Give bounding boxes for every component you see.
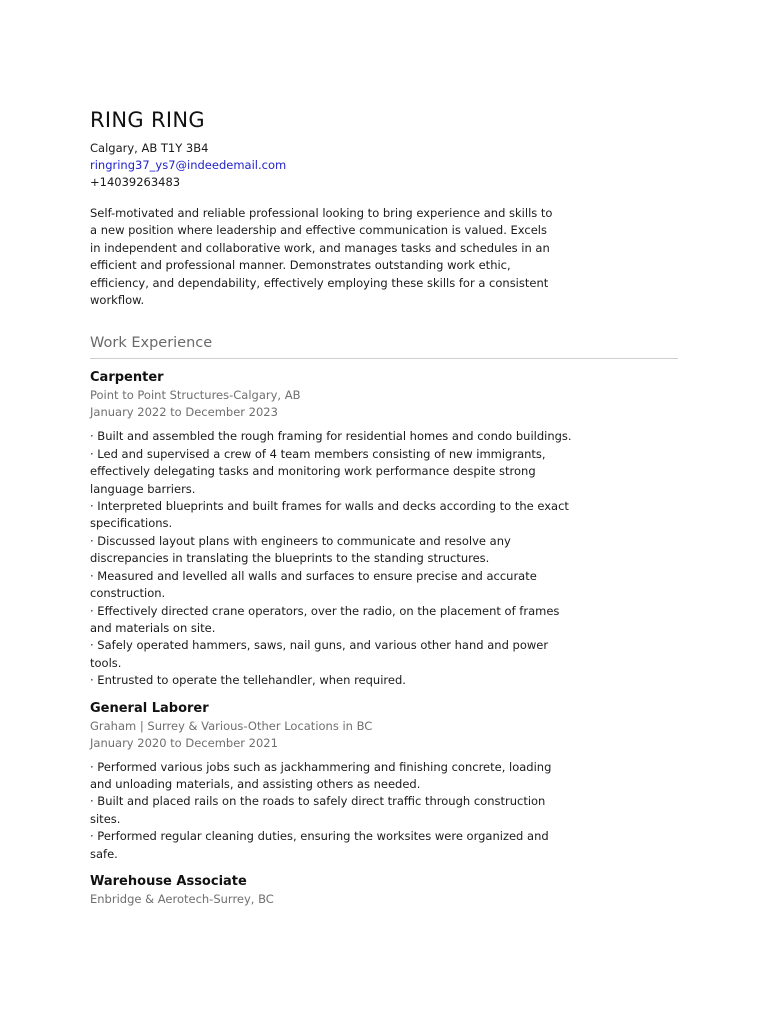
job-bullet: · Led and supervised a crew of 4 team members consisting of new immigrants, effectively delegating tasks and monitoring work performance despite strong language barriers. — [90, 446, 546, 496]
job-company: Enbridge & Aerotech-Surrey, BC — [90, 891, 274, 906]
job-entry — [90, 369, 678, 689]
job-company: Point to Point Structures-Calgary, AB — [90, 388, 301, 403]
summary-paragraph: Self-motivated and reliable professional looking to bring experience and skills to a new position where leadership and effective communication is valued. Excels in independent and collaborative work, and manages tasks and schedules in an efficient and professional manner. Demonstrates outstanding work ethic, efficiency, and dependability, effectively employing these skills for a consistent workflow. — [90, 206, 553, 308]
job-company: Graham | Surrey & Various-Other Locations in BC — [90, 718, 373, 733]
job-bullets — [90, 428, 572, 689]
candidate-name: RING RING — [90, 108, 205, 132]
job-bullets — [90, 759, 572, 863]
job-entry — [90, 873, 678, 908]
job-title: Warehouse Associate — [90, 873, 247, 889]
job-bullet: · Built and placed rails on the roads to safely direct traffic through construction sites. — [90, 794, 546, 826]
resume-page — [90, 106, 678, 908]
job-bullet: · Interpreted blueprints and built frames for walls and decks according to the exact specifications. — [90, 499, 569, 531]
contact-block — [90, 140, 678, 191]
job-dates: January 2020 to December 2021 — [90, 735, 278, 750]
email-link[interactable]: ringring37_ys7@indeedemail.com — [90, 158, 287, 172]
job-bullet: · Built and assembled the rough framing for residential homes and condo buildings. — [90, 429, 572, 444]
phone-text: +14039263483 — [90, 175, 181, 189]
job-bullet: · Safely operated hammers, saws, nail guns, and various other hand and power tools. — [90, 638, 549, 670]
job-entry — [90, 700, 678, 863]
job-bullet: · Entrusted to operate the tellehandler, when required. — [90, 673, 406, 688]
job-bullet: · Performed regular cleaning duties, ensuring the worksites were organized and safe. — [90, 829, 549, 861]
job-bullet: · Discussed layout plans with engineers to communicate and resolve any discrepancies in translating the blueprints to the standing structures. — [90, 533, 511, 566]
work-experience-heading: Work Experience — [90, 333, 678, 359]
job-title: General Laborer — [90, 700, 209, 716]
job-dates: January 2022 to December 2023 — [90, 405, 278, 420]
location-text: Calgary, AB T1Y 3B4 — [90, 141, 209, 155]
job-bullet: · Performed various jobs such as jackhammering and finishing concrete, loading and unloading materials, and assisting others as needed. — [90, 759, 552, 791]
job-title: Carpenter — [90, 370, 164, 386]
job-bullet: · Measured and levelled all walls and surfaces to ensure precise and accurate construction. — [90, 568, 537, 601]
job-bullet: · Effectively directed crane operators, over the radio, on the placement of frames and materials on site. — [90, 603, 560, 635]
